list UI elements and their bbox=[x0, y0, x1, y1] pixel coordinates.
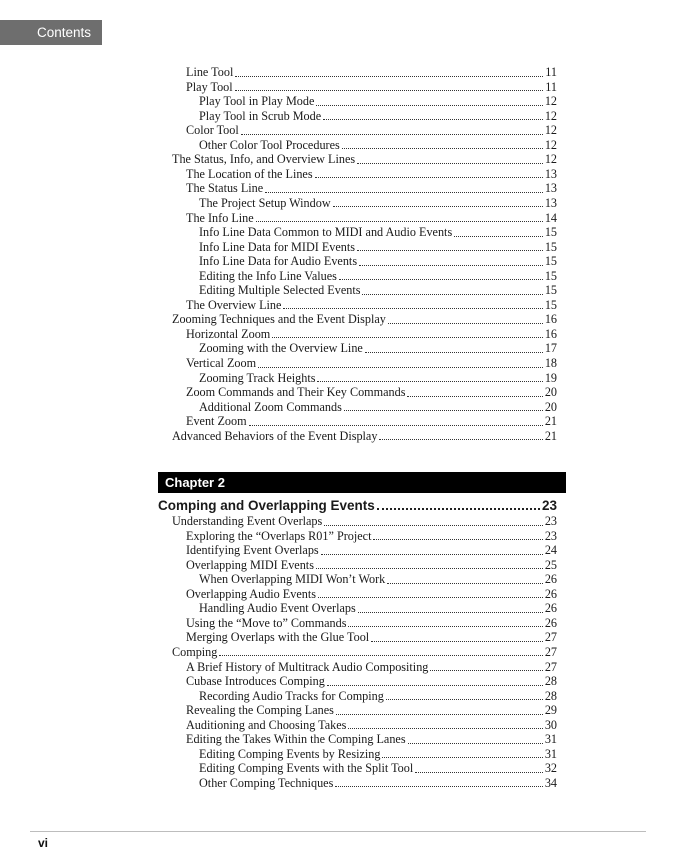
toc-entry-title: Other Comping Techniques bbox=[199, 775, 334, 790]
toc-entry-page: 13 bbox=[544, 181, 557, 196]
toc-entry-title: Additional Zoom Commands bbox=[199, 399, 342, 414]
toc-entry[interactable] bbox=[186, 414, 557, 429]
leader-dots bbox=[388, 323, 543, 324]
toc-entry[interactable] bbox=[186, 327, 557, 342]
leader-dots bbox=[339, 279, 543, 280]
toc-entry[interactable] bbox=[186, 298, 557, 313]
toc-entry-page: 20 bbox=[544, 399, 557, 414]
leader-dots bbox=[336, 714, 543, 715]
leader-dots bbox=[344, 410, 543, 411]
toc-entry-page: 21 bbox=[544, 428, 557, 443]
toc-entry[interactable] bbox=[199, 747, 557, 762]
toc-entry-page: 28 bbox=[544, 674, 557, 689]
toc-entry-page: 17 bbox=[544, 341, 557, 356]
toc-entry-title: Identifying Event Overlaps bbox=[186, 543, 319, 558]
toc-entry[interactable] bbox=[199, 341, 557, 356]
toc-entry[interactable] bbox=[186, 703, 557, 718]
page-number: vi bbox=[38, 836, 49, 850]
toc-entry-page: 15 bbox=[544, 283, 557, 298]
toc-entry-title: Comping bbox=[172, 644, 218, 659]
toc-entry-title: Horizontal Zoom bbox=[186, 326, 271, 341]
leader-dots bbox=[258, 367, 543, 368]
toc-entry-page: 20 bbox=[544, 385, 557, 400]
leader-dots bbox=[357, 250, 543, 251]
toc-entry-page: 26 bbox=[544, 615, 557, 630]
toc-entry-page: 24 bbox=[544, 543, 557, 558]
leader-dots bbox=[235, 76, 543, 77]
toc-entry-page: 21 bbox=[544, 414, 557, 429]
toc-entry-title: The Project Setup Window bbox=[199, 195, 331, 210]
toc-entry[interactable] bbox=[199, 225, 557, 240]
toc-entry[interactable] bbox=[199, 601, 557, 616]
leader-dots bbox=[321, 554, 543, 555]
leader-dots bbox=[335, 786, 542, 787]
toc-entry-title: When Overlapping MIDI Won’t Work bbox=[199, 572, 386, 587]
toc-entry[interactable] bbox=[199, 254, 557, 269]
footer-rule bbox=[30, 831, 646, 832]
toc-entry-title: Revealing the Comping Lanes bbox=[186, 703, 334, 718]
toc-entry[interactable] bbox=[199, 400, 557, 415]
leader-dots bbox=[379, 439, 542, 440]
leader-dots bbox=[324, 525, 543, 526]
toc-entry[interactable] bbox=[199, 138, 557, 153]
toc-entry-page: 23 bbox=[544, 528, 557, 543]
toc-entry-page: 15 bbox=[544, 239, 557, 254]
toc-entry[interactable] bbox=[186, 543, 557, 558]
leader-dots bbox=[241, 134, 543, 135]
toc-entry[interactable] bbox=[172, 645, 557, 660]
toc-entry-title: Advanced Behaviors of the Event Display bbox=[172, 428, 378, 443]
toc-entry-page: 26 bbox=[544, 586, 557, 601]
leader-dots bbox=[407, 396, 542, 397]
toc-entry-page: 27 bbox=[544, 659, 557, 674]
leader-dots bbox=[371, 641, 543, 642]
leader-dots bbox=[362, 294, 542, 295]
toc-entry[interactable] bbox=[172, 429, 557, 444]
toc-entry-title: Editing Comping Events with the Split Tool bbox=[199, 761, 414, 776]
toc-entry[interactable] bbox=[186, 587, 557, 602]
toc-entry-title: Merging Overlaps with the Glue Tool bbox=[186, 630, 370, 645]
contents-tab: Contents bbox=[0, 20, 102, 45]
toc-entry-title: Handling Audio Event Overlaps bbox=[199, 601, 356, 616]
toc-entry-page: 16 bbox=[544, 312, 557, 327]
chapter-title: Comping and Overlapping Events bbox=[158, 498, 375, 513]
toc-entry-title: The Status, Info, and Overview Lines bbox=[172, 152, 356, 167]
leader-dots bbox=[454, 236, 543, 237]
toc-entry[interactable] bbox=[186, 167, 557, 182]
toc-entry-page: 30 bbox=[544, 717, 557, 732]
chapter-page: 23 bbox=[541, 498, 557, 513]
toc-entry[interactable] bbox=[186, 616, 557, 631]
toc-entry-page: 27 bbox=[544, 644, 557, 659]
leader-dots bbox=[358, 612, 543, 613]
toc-entry[interactable] bbox=[199, 371, 557, 386]
leader-dots bbox=[387, 583, 543, 584]
toc-entry-page: 19 bbox=[544, 370, 557, 385]
leader-dots bbox=[235, 90, 544, 91]
toc-entry[interactable] bbox=[186, 123, 557, 138]
toc-entry-page: 18 bbox=[544, 356, 557, 370]
toc-entry-page: 12 bbox=[544, 94, 557, 109]
toc-entry[interactable] bbox=[199, 776, 557, 791]
toc-entry[interactable] bbox=[172, 312, 557, 327]
toc-entry-title: Zooming Track Heights bbox=[199, 370, 316, 385]
toc-entry-page: 25 bbox=[544, 557, 557, 572]
toc-entry-title: Info Line Data for MIDI Events bbox=[199, 239, 356, 254]
toc-entry-title: Editing Multiple Selected Events bbox=[199, 283, 361, 298]
leader-dots bbox=[333, 206, 543, 207]
toc-entry[interactable] bbox=[186, 211, 557, 226]
toc-entry-page: 12 bbox=[544, 152, 557, 167]
toc-entry[interactable] bbox=[199, 109, 557, 124]
toc-entry-title: The Overview Line bbox=[186, 297, 282, 312]
toc-entry-title: Using the “Move to” Commands bbox=[186, 615, 347, 630]
toc-entry[interactable] bbox=[186, 65, 557, 80]
toc-entry-title: Line Tool bbox=[186, 65, 234, 79]
toc-entry-title: Cubase Introduces Comping bbox=[186, 674, 325, 689]
toc-entry[interactable] bbox=[186, 718, 557, 733]
toc-entry-title: Info Line Data for Audio Events bbox=[199, 254, 358, 269]
toc-entry-title: Understanding Event Overlaps bbox=[172, 514, 323, 528]
toc-entry-page: 11 bbox=[545, 79, 557, 94]
toc-entry[interactable] bbox=[186, 630, 557, 645]
leader-dots bbox=[342, 148, 543, 149]
toc-entry[interactable] bbox=[186, 356, 557, 371]
toc-entry-page: 34 bbox=[544, 775, 557, 790]
toc-entry-title: Overlapping Audio Events bbox=[186, 586, 316, 601]
toc-entry[interactable] bbox=[199, 196, 557, 211]
toc-entry-page: 23 bbox=[544, 514, 557, 528]
toc-entry-title: Zooming with the Overview Line bbox=[199, 341, 363, 356]
toc-entry[interactable] bbox=[199, 761, 557, 776]
toc-entry[interactable] bbox=[199, 283, 557, 298]
leader-dots bbox=[316, 105, 542, 106]
toc-entry-title: Editing the Info Line Values bbox=[199, 268, 337, 283]
toc-entry-page: 13 bbox=[544, 166, 557, 181]
toc-entry-title: The Location of the Lines bbox=[186, 166, 313, 181]
leader-dots bbox=[415, 772, 543, 773]
toc-entry-page: 32 bbox=[544, 761, 557, 776]
leader-dots bbox=[377, 508, 540, 510]
toc-entry-page: 11 bbox=[545, 65, 557, 79]
toc-entry[interactable] bbox=[186, 674, 557, 689]
toc-entry[interactable] bbox=[199, 689, 557, 704]
toc-entry-page: 13 bbox=[544, 195, 557, 210]
toc-entry-title: Exploring the “Overlaps R01” Project bbox=[186, 528, 372, 543]
toc-entry-page: 15 bbox=[544, 268, 557, 283]
toc-entry-title: Color Tool bbox=[186, 123, 239, 138]
toc-entry-page: 15 bbox=[544, 297, 557, 312]
toc-entry-title: Event Zoom bbox=[186, 414, 247, 429]
leader-dots bbox=[265, 192, 543, 193]
leader-dots bbox=[382, 757, 542, 758]
toc-entry[interactable] bbox=[186, 80, 557, 95]
leader-dots bbox=[408, 743, 543, 744]
toc-entry-title: The Status Line bbox=[186, 181, 264, 196]
toc-entry[interactable] bbox=[172, 514, 557, 529]
toc-entry[interactable] bbox=[186, 181, 557, 196]
toc-entry-title: Editing Comping Events by Resizing bbox=[199, 746, 381, 761]
leader-dots bbox=[318, 597, 543, 598]
toc-entry-page: 26 bbox=[544, 601, 557, 616]
chapter-title-entry[interactable] bbox=[158, 498, 557, 514]
toc-entry-title: Play Tool in Scrub Mode bbox=[199, 108, 322, 123]
toc-entry-page: 28 bbox=[544, 688, 557, 703]
leader-dots bbox=[317, 381, 542, 382]
toc-entry[interactable] bbox=[186, 660, 557, 675]
toc-entry-title: A Brief History of Multitrack Audio Compositing bbox=[186, 659, 429, 674]
toc-entry[interactable] bbox=[199, 94, 557, 109]
leader-dots bbox=[272, 337, 543, 338]
toc-entry-page: 31 bbox=[544, 732, 557, 747]
toc-entry-title: Overlapping MIDI Events bbox=[186, 557, 314, 572]
leader-dots bbox=[323, 119, 543, 120]
toc-entry-title: The Info Line bbox=[186, 210, 254, 225]
leader-dots bbox=[373, 539, 542, 540]
toc-entry[interactable] bbox=[186, 385, 557, 400]
toc-entry[interactable] bbox=[186, 529, 557, 544]
toc-entry[interactable] bbox=[199, 240, 557, 255]
leader-dots bbox=[359, 265, 543, 266]
leader-dots bbox=[256, 221, 543, 222]
leader-dots bbox=[365, 352, 543, 353]
toc-entry-page: 12 bbox=[544, 137, 557, 152]
toc-entry-title: Info Line Data Common to MIDI and Audio Events bbox=[199, 225, 453, 240]
toc-entry-title: Zooming Techniques and the Event Display bbox=[172, 312, 386, 327]
leader-dots bbox=[386, 699, 543, 700]
toc-entry-title: Zoom Commands and Their Key Commands bbox=[186, 385, 406, 400]
toc-entry-page: 12 bbox=[544, 123, 557, 138]
toc-entry[interactable] bbox=[186, 558, 557, 573]
toc-entry-page: 27 bbox=[544, 630, 557, 645]
leader-dots bbox=[219, 655, 542, 656]
toc-entry-title: Editing the Takes Within the Comping Lanes bbox=[186, 732, 406, 747]
leader-dots bbox=[249, 425, 543, 426]
leader-dots bbox=[316, 568, 543, 569]
toc-entry-page: 31 bbox=[544, 746, 557, 761]
toc-entry[interactable] bbox=[172, 152, 557, 167]
toc-entry-page: 15 bbox=[544, 225, 557, 240]
leader-dots bbox=[315, 177, 543, 178]
toc-entry[interactable] bbox=[199, 269, 557, 284]
leader-dots bbox=[348, 626, 542, 627]
toc-entry-title: Recording Audio Tracks for Comping bbox=[199, 688, 384, 703]
toc-entry[interactable] bbox=[199, 572, 557, 587]
leader-dots bbox=[283, 308, 542, 309]
chapter-label-bar: Chapter 2 bbox=[158, 472, 566, 493]
toc-entry-page: 16 bbox=[544, 326, 557, 341]
toc-entry-title: Auditioning and Choosing Takes bbox=[186, 717, 347, 732]
toc-entry-title: Other Color Tool Procedures bbox=[199, 137, 340, 152]
toc-entry-page: 12 bbox=[544, 108, 557, 123]
leader-dots bbox=[348, 728, 542, 729]
toc-entry-title: Play Tool in Play Mode bbox=[199, 94, 315, 109]
leader-dots bbox=[430, 670, 542, 671]
toc-entry-page: 14 bbox=[544, 210, 557, 225]
toc-entry-page: 15 bbox=[544, 254, 557, 269]
leader-dots bbox=[327, 685, 543, 686]
leader-dots bbox=[357, 163, 543, 164]
toc-entry-page: 29 bbox=[544, 703, 557, 718]
toc-entry-title: Vertical Zoom bbox=[186, 356, 257, 370]
toc-entry-page: 26 bbox=[544, 572, 557, 587]
toc-entry[interactable] bbox=[186, 732, 557, 747]
toc-entry-title: Play Tool bbox=[186, 79, 233, 94]
